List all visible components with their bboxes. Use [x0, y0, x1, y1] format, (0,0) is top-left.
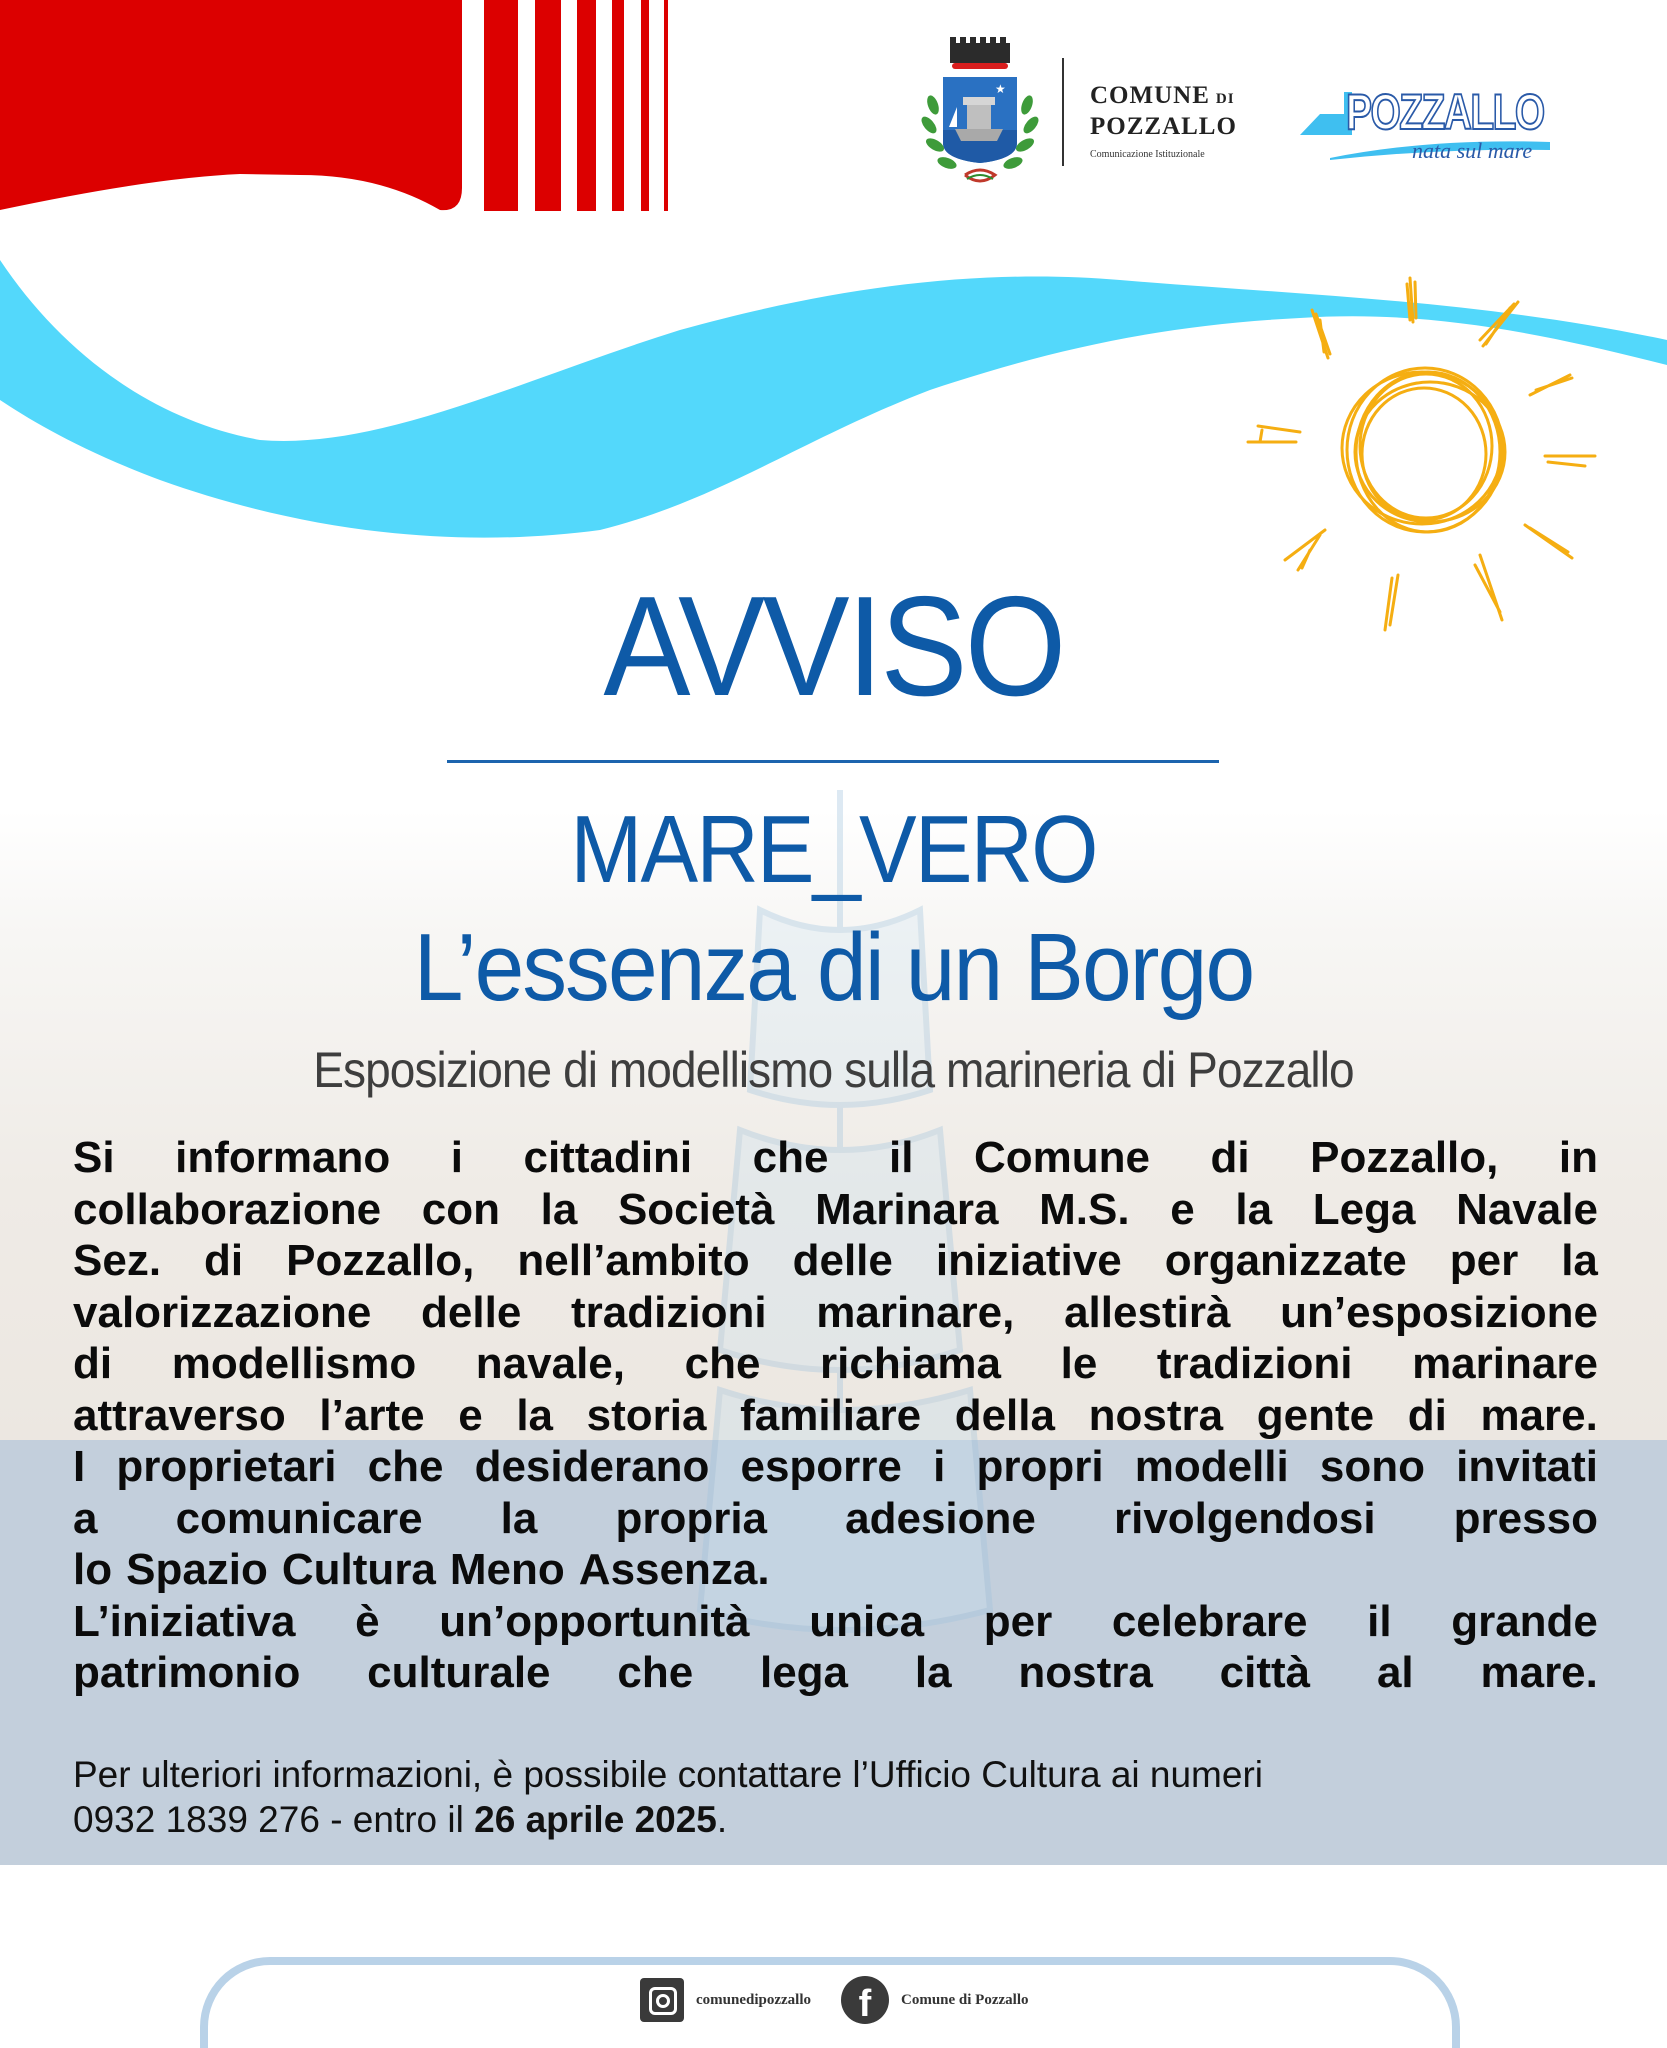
body-line: lo Spazio Cultura Meno Assenza. [73, 1545, 770, 1594]
notice-body [73, 1132, 1598, 1699]
social-links [640, 1980, 1029, 2024]
contact-line: Per ulteriori informazioni, è possibile contattare l’Ufficio Cultura ai numeri [73, 1754, 1263, 1795]
body-line: Sez. di Pozzallo, nell’ambito delle iniziative organizzate per la [73, 1236, 1598, 1285]
logo-divider [1062, 58, 1064, 166]
body-line: Si informano i cittadini che il Comune di Pozzallo, in [73, 1133, 1598, 1182]
event-description: Esposizione di modellismo sulla marineria di Pozzallo [313, 1042, 1354, 1098]
coat-of-arms-icon [905, 35, 1055, 195]
body-line: di modellismo navale, che richiama le tradizioni marinare [73, 1339, 1598, 1388]
event-title: MARE_VERO [570, 796, 1097, 903]
title-divider [447, 760, 1219, 763]
body-line: patrimonio culturale che lega la nostra città al mare. [73, 1648, 1598, 1697]
red-header-decoration [0, 0, 800, 215]
brand-wordmark: POZZALLO [1346, 84, 1544, 140]
deadline-date: 26 aprile 2025 [474, 1799, 717, 1840]
instagram-handle[interactable]: comunedipozzallo [696, 1991, 811, 2008]
body-line: I proprietari che desiderano esporre i propri modelli sono invitati [73, 1442, 1598, 1491]
comune-title-line1: COMUNE DI [1090, 82, 1235, 109]
contact-phone: 0932 1839 276 - entro il [73, 1799, 475, 1840]
comune-title-line2: POZZALLO [1090, 113, 1237, 140]
svg-text:★: ★ [995, 82, 1006, 96]
body-line: L’iniziativa è un’opportunità unica per celebrare il grande [73, 1596, 1598, 1646]
body-line: valorizzazione delle tradizioni marinare, allestirà un’esposizione [73, 1287, 1598, 1337]
contact-suffix: . [716, 1799, 728, 1840]
page-title: AVVISO [603, 567, 1064, 726]
facebook-page[interactable]: Comune di Pozzallo [901, 1991, 1029, 2008]
instagram-icon [640, 1978, 684, 2022]
contact-info [73, 1752, 1598, 1842]
brand-tagline: nata sul mare [1412, 138, 1533, 163]
body-line: a comunicare la propria adesione rivolgendosi presso [73, 1493, 1598, 1543]
body-line: collaborazione con la Società Marinara M.S. e la Lega Navale [73, 1184, 1598, 1234]
event-subtitle: L’essenza di un Borgo [413, 914, 1254, 1021]
facebook-icon: f [841, 1976, 889, 2024]
contact-line-2 [73, 1797, 1598, 1842]
comune-di-pozzallo-logo [1090, 82, 1290, 160]
body-line: attraverso l’arte e la storia familiare della nostra gente di mare. [73, 1390, 1598, 1440]
comune-subtitle: Comunicazione Istituzionale [1090, 149, 1205, 160]
